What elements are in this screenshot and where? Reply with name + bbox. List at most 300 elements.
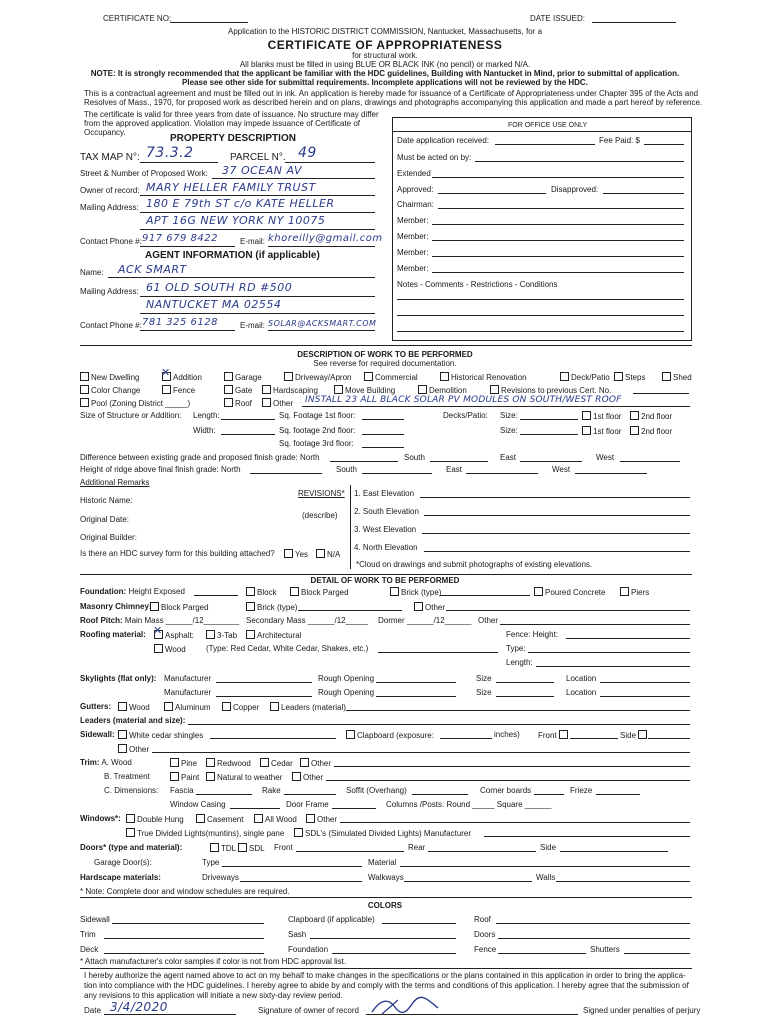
agent-phone-line — [140, 330, 235, 331]
wood-type-line[interactable] — [378, 652, 498, 653]
date-value[interactable]: 3/4/2020 — [110, 1000, 168, 1014]
chk-second-floor-1[interactable]: 2nd floor — [630, 411, 672, 422]
doors-label: Doors* (type and material): — [80, 843, 183, 852]
color-trim-label: Trim — [80, 930, 96, 939]
application-line: Application to the HISTORIC DISTRICT COMMISSION, Nantucket, Massachusetts, for a — [227, 27, 543, 36]
extended-label: Extended — [397, 169, 431, 178]
phone-value[interactable]: 917 679 8422 — [142, 233, 218, 244]
chk-trim-other[interactable]: Other — [300, 758, 331, 769]
clapboard-line[interactable] — [440, 738, 492, 739]
chk-sidewall-other[interactable]: Other — [118, 744, 149, 755]
corner-label: Corner boards — [480, 786, 532, 795]
ridge-south-line[interactable] — [362, 473, 432, 474]
property-heading: PROPERTY DESCRIPTION — [170, 133, 296, 144]
notes-line-1[interactable] — [397, 299, 684, 300]
chairman-label: Chairman: — [397, 200, 434, 209]
agent-name-line — [108, 277, 375, 278]
chk-roof-wood[interactable]: Wood — [154, 644, 186, 655]
mailing-line-1 — [140, 212, 375, 213]
agent-email-value[interactable]: SOLAR@ACKSMART.COM — [268, 319, 377, 328]
chk-block[interactable]: Block — [246, 587, 277, 598]
chk-asphalt[interactable]: ✕ Asphalt: — [154, 630, 194, 641]
chk-doors-tdl[interactable]: TDL — [210, 843, 236, 854]
chk-cedar[interactable]: Cedar — [260, 758, 293, 769]
disapproved-label: Disapproved: — [551, 185, 599, 194]
auth-line-2: tion into compliance with the HDC guidelines. I hereby agree to abide by and comply with the terms and conditions of this application. I hereby agree that the submission of — [84, 981, 689, 990]
chk-color-change[interactable]: Color Change — [80, 385, 140, 396]
gutters-label: Gutters: — [80, 702, 112, 711]
chk-historical[interactable]: Historical Renovation — [440, 372, 527, 383]
trim-label: Trim: — [80, 758, 100, 767]
height-exposed-label: Height Exposed — [128, 587, 185, 596]
manufacturer-line-2[interactable] — [216, 696, 312, 697]
notes-line-3[interactable] — [397, 331, 684, 332]
fence-length-line[interactable] — [536, 666, 690, 667]
chk-hardscaping[interactable]: Hardscaping — [262, 385, 318, 396]
chk-other[interactable]: Other — [262, 398, 293, 409]
fee-paid-line[interactable] — [644, 144, 684, 145]
agent-heading: AGENT INFORMATION (if applicable) — [145, 250, 320, 261]
other-value[interactable]: INSTALL 23 ALL BLACK SOLAR PV MODULES ON SOUTH/WEST ROOF — [305, 395, 622, 405]
leaders-size-label: Leaders (material and size): — [80, 716, 186, 725]
doors-side-line[interactable] — [560, 851, 668, 852]
color-clapboard-label: Clapboard (if applicable) — [288, 915, 375, 924]
ridge-north-line[interactable] — [250, 473, 322, 474]
soffit-label: Soffit (Overhang) — [346, 786, 407, 795]
contract-line-2: Resolves of Mass., 1970, for proposed work as described herein and on plans, drawings and photographs accompanying this application and made a part hereof by reference. — [84, 98, 703, 107]
owner-value[interactable]: MARY HELLER FAMILY TRUST — [146, 181, 316, 194]
masonry-label: Masonry Chimney: — [80, 602, 152, 611]
mailing-value-1[interactable]: 180 E 79th ST c/o KATE HELLER — [146, 197, 335, 210]
roof-pitch-label: Roof Pitch: — [80, 616, 123, 625]
survey-label: Is there an HDC survey form for this building attached? — [80, 549, 275, 558]
elevation-1: 1. East Elevation — [354, 489, 415, 498]
window-casing-line[interactable] — [230, 808, 280, 809]
length-label: Length: — [193, 411, 220, 420]
ridge-west-line[interactable] — [575, 473, 647, 474]
diff-south-line[interactable] — [430, 461, 488, 462]
chk-poured[interactable]: Poured Concrete — [534, 587, 605, 598]
windows-other-line[interactable] — [340, 822, 690, 823]
size-label: Size of Structure or Addition: — [80, 411, 182, 420]
color-doors-line[interactable] — [498, 938, 690, 939]
sq3-label: Sq. footage 3rd floor: — [279, 439, 354, 448]
color-shutters-line[interactable] — [624, 953, 690, 954]
ridge-west-label: West — [552, 465, 571, 474]
inches-label: inches) — [494, 730, 520, 739]
historic-name-label: Historic Name: — [80, 496, 133, 505]
chk-doors-sdl[interactable]: SDL — [238, 843, 265, 854]
acted-on-line[interactable] — [475, 161, 684, 162]
ridge-east-label: East — [446, 465, 463, 474]
owner-label: Owner of record: — [80, 186, 140, 195]
side-line[interactable] — [648, 738, 690, 739]
office-divider — [392, 131, 691, 132]
sq1-label: Sq. Footage 1st floor: — [279, 411, 356, 420]
garage-material-label: Material — [368, 858, 397, 867]
chk-white-cedar[interactable]: White cedar shingles — [118, 730, 203, 741]
auth-line-1: I hereby authorize the agent named above to act on my behalf to make changes in the specifications or the plans contained in this application in order to bring the applica- — [84, 971, 686, 980]
email-line — [268, 246, 375, 247]
approved-label: Approved: — [397, 185, 434, 194]
chk-driveway[interactable]: Driveway/Apron — [284, 372, 351, 383]
parcel-value[interactable]: 49 — [298, 145, 317, 161]
sky-size-label-1: Size — [476, 674, 492, 683]
manufacturer-label-1: Manufacturer — [164, 674, 212, 683]
height-exposed-line[interactable] — [194, 595, 238, 596]
frieze-line[interactable] — [596, 794, 640, 795]
valid-line-2: from the approved application. Violation may impede issuance of Certificate of — [84, 119, 361, 128]
elevation-4-line[interactable] — [424, 551, 690, 552]
doors-rear-label: Rear — [408, 843, 426, 852]
chk-survey-na[interactable]: N/A — [316, 549, 340, 560]
chk-pine[interactable]: Pine — [170, 758, 197, 769]
sky-location-line-2[interactable] — [600, 696, 690, 697]
diff-west-label: West — [596, 453, 615, 462]
fascia-label: Fascia — [170, 786, 194, 795]
agent-phone-value[interactable]: 781 325 6128 — [142, 317, 218, 328]
approved-line[interactable] — [438, 193, 546, 194]
agent-mailing-label: Mailing Address: — [80, 287, 139, 296]
chk-gate[interactable]: Gate — [224, 385, 252, 396]
chk-leaders-material[interactable]: Leaders (material) — [270, 702, 346, 713]
deck-size-label-2: Size: — [500, 426, 518, 435]
mailing-label: Mailing Address: — [80, 203, 139, 212]
chk-block-parged[interactable]: Block Parged — [290, 587, 349, 598]
door-frame-line[interactable] — [332, 808, 376, 809]
color-doors-label: Doors — [474, 930, 496, 939]
masonry-brick-line[interactable] — [298, 610, 402, 611]
chk-survey-yes[interactable]: Yes — [284, 549, 308, 560]
schedules-note: * Note: Complete door and window schedules are required. — [80, 887, 290, 896]
contract-line-1: This is a contractual agreement and must be filled out in ink. An application is hereby made for issuance of a Certificate of Appropriateness under Chapter 395 of the Acts and — [84, 89, 699, 98]
walkways-label: Walkways — [368, 873, 404, 882]
date-issued-label: DATE ISSUED: — [530, 14, 585, 23]
color-deck-line[interactable] — [104, 953, 264, 954]
color-roof-label: Roof — [474, 915, 491, 924]
dormer[interactable]: Dormer ______/12______ — [378, 616, 472, 625]
sq1-line[interactable] — [362, 419, 404, 420]
chk-fence[interactable]: Fence — [162, 385, 195, 396]
sky-size-line-2[interactable] — [496, 696, 554, 697]
chk-windows-other[interactable]: Other — [306, 814, 337, 825]
chk-move-building[interactable]: Move Building — [334, 385, 395, 396]
chk-masonry-brick[interactable]: Brick (type) — [246, 602, 297, 613]
chk-3tab[interactable]: 3-Tab — [206, 630, 237, 641]
fence-type-label: Type: — [506, 644, 526, 653]
color-attach-note: * Attach manufacturer's color samples if color is not from HDC approval list. — [80, 957, 347, 966]
chk-brick-type[interactable]: Brick (type) — [390, 587, 441, 598]
tax-map-label: TAX MAP N°: — [80, 152, 140, 163]
elevation-2-line[interactable] — [424, 515, 690, 516]
columns-label[interactable]: Columns /Posts: Round _____ Square ______ — [386, 800, 552, 809]
sky-size-line-1[interactable] — [496, 682, 554, 683]
chk-first-floor-1[interactable]: 1st floor — [582, 411, 621, 422]
rake-line[interactable] — [284, 794, 336, 795]
sky-location-line-1[interactable] — [600, 682, 690, 683]
wood-type-label: (Type: Red Cedar, White Cedar, Shakes, etc.) — [206, 644, 369, 653]
chk-paint[interactable]: Paint — [170, 772, 199, 783]
rough-opening-line-2[interactable] — [376, 696, 456, 697]
color-clapboard-line[interactable] — [382, 923, 456, 924]
elevation-1-line[interactable] — [420, 497, 690, 498]
chk-first-floor-2[interactable]: 1st floor — [582, 426, 621, 437]
chk-piers[interactable]: Piers — [620, 587, 649, 598]
rough-opening-label-1: Rough Opening — [318, 674, 375, 683]
trim-other-line[interactable] — [334, 766, 690, 767]
doors-rear-line[interactable] — [428, 851, 536, 852]
fence-length-label: Length: — [506, 658, 533, 667]
chk-garage[interactable]: Garage — [224, 372, 262, 383]
elevation-3-line[interactable] — [422, 533, 690, 534]
office-heading: FOR OFFICE USE ONLY — [508, 122, 588, 129]
door-frame-label: Door Frame — [286, 800, 329, 809]
chk-demolition[interactable]: Demolition — [418, 385, 467, 396]
chk-gutters-aluminum[interactable]: Aluminum — [164, 702, 211, 713]
diff-grade-label: Difference between existing grade and proposed finish grade: North — [80, 453, 320, 462]
driveways-line[interactable] — [240, 881, 362, 882]
width-line[interactable] — [221, 434, 275, 435]
chairman-line[interactable] — [438, 208, 684, 209]
leaders-size-line[interactable] — [188, 724, 690, 725]
chk-redwood[interactable]: Redwood — [206, 758, 251, 769]
notes-line-2[interactable] — [397, 315, 684, 316]
member-label-4: Member: — [397, 264, 429, 273]
fascia-line[interactable] — [196, 794, 252, 795]
street-line — [212, 178, 375, 179]
color-trim-line[interactable] — [104, 938, 264, 939]
front-line[interactable] — [570, 738, 618, 739]
chk-architectural[interactable]: Architectural — [246, 630, 301, 641]
valid-line-1: The certificate is valid for three years from date of issuance. No structure may differ — [84, 110, 379, 119]
chk-tdl-windows[interactable]: True Divided Lights(muntins), single pane — [126, 828, 284, 839]
chk-gutters-copper[interactable]: Copper — [222, 702, 259, 713]
chk-masonry-other[interactable]: Other — [414, 602, 445, 613]
fence-type-line[interactable] — [528, 652, 690, 653]
chk-sdl-windows[interactable]: SDL's (Simulated Divided Lights) Manufacturer — [294, 828, 471, 839]
agent-mailing-value-1[interactable]: 61 OLD SOUTH RD #500 — [146, 281, 293, 294]
date-line — [104, 1014, 236, 1015]
trim-b-label: B. Treatment — [104, 772, 150, 781]
additional-remarks: Additional Remarks — [80, 478, 150, 487]
sdl-manufacturer-line[interactable] — [484, 836, 690, 837]
mailing-value-2[interactable]: APT 16G NEW YORK NY 10075 — [146, 214, 326, 227]
chk-all-wood[interactable]: All Wood — [254, 814, 297, 825]
valid-line-3: Occupancy. — [84, 128, 126, 137]
hardscape-label: Hardscape materials: — [80, 873, 161, 882]
width-label: Width: — [193, 426, 216, 435]
walls-line[interactable] — [556, 881, 690, 882]
length-line[interactable] — [221, 419, 275, 420]
rough-opening-line-1[interactable] — [376, 682, 456, 683]
extended-line[interactable] — [432, 177, 684, 178]
agent-mailing-line-2 — [140, 313, 375, 314]
work-heading: DESCRIPTION OF WORK TO BE PERFORMED — [297, 350, 473, 359]
member-line-1[interactable] — [432, 224, 684, 225]
chk-deck[interactable]: Deck/Patio — [560, 372, 610, 383]
office-use-box — [392, 117, 692, 341]
manufacturer-line-1[interactable] — [216, 682, 312, 683]
garage-type-line[interactable] — [222, 866, 362, 867]
chk-masonry-block-parged[interactable]: Block Parged — [150, 602, 209, 613]
acted-on-label: Must be acted on by: — [397, 153, 472, 162]
doors-front-line[interactable] — [296, 851, 404, 852]
revisions-label: REVISIONS* — [298, 489, 345, 498]
chk-second-floor-2[interactable]: 2nd floor — [630, 426, 672, 437]
decks-label: Decks/Patio: — [443, 411, 488, 420]
member-line-4[interactable] — [432, 272, 684, 273]
chk-addition[interactable]: ✕ Addition — [162, 372, 202, 383]
signature-label: Signature of owner of record — [258, 1006, 359, 1015]
chk-front[interactable]: Front — [538, 730, 570, 741]
doors-front-label: Front — [274, 843, 293, 852]
tax-map-line — [140, 162, 218, 163]
ridge-east-line[interactable] — [466, 473, 538, 474]
mailing-line-2 — [140, 229, 375, 230]
member-label-2: Member: — [397, 232, 429, 241]
colors-divider — [80, 897, 692, 898]
color-sash-line[interactable] — [310, 938, 456, 939]
email-value[interactable]: khoreilly@gmail.com — [268, 233, 383, 244]
date-label: Date — [84, 1006, 101, 1015]
walkways-line[interactable] — [404, 881, 532, 882]
chk-treatment-other[interactable]: Other — [292, 772, 323, 783]
color-fence-label: Fence — [474, 945, 497, 954]
chk-revisions-prev[interactable]: Revisions to previous Cert. No. — [490, 385, 611, 396]
sq2-label: Sq. footage 2nd floor: — [279, 426, 356, 435]
signature-mark — [368, 994, 448, 1018]
roof-pitch-other-label: Other — [478, 616, 499, 625]
note-2: Please see other side for submittal requirements. Incomplete applications will not be reviewed by the HDC. — [182, 78, 588, 87]
agent-mailing-line-1 — [140, 296, 375, 297]
rough-opening-label-2: Rough Opening — [318, 688, 375, 697]
diff-east-line[interactable] — [520, 461, 582, 462]
agent-email-line — [268, 330, 375, 331]
chk-shed[interactable]: Shed — [662, 372, 692, 383]
date-received-line[interactable] — [495, 144, 595, 145]
page-title: CERTIFICATE OF APPROPRIATENESS — [267, 38, 503, 52]
subtitle: for structural work. — [352, 51, 418, 60]
phone-line — [140, 246, 235, 247]
perjury-label: Signed under penalties of perjury — [583, 1006, 701, 1015]
chk-gutters-wood[interactable]: Wood — [118, 702, 150, 713]
chk-clapboard[interactable]: Clapboard (exposure: — [346, 730, 434, 741]
chk-natural[interactable]: Natural to weather — [206, 772, 282, 783]
driveways-label: Driveways — [202, 873, 239, 882]
color-foundation-line[interactable] — [332, 953, 456, 954]
trim-a-label: A. Wood — [101, 758, 132, 767]
agent-name-value[interactable]: ACK SMART — [118, 263, 187, 276]
fence-height-line[interactable] — [566, 638, 690, 639]
diff-east-label: East — [500, 453, 517, 462]
work-divider — [80, 345, 692, 346]
member-line-2[interactable] — [432, 240, 684, 241]
sq2-line[interactable] — [362, 434, 404, 435]
detail-heading: DETAIL OF WORK TO BE PERFORMED — [310, 576, 460, 585]
deck-size-label-1: Size: — [500, 411, 518, 420]
treatment-other-line[interactable] — [326, 780, 690, 781]
manufacturer-label-2: Manufacturer — [164, 688, 212, 697]
chk-pool[interactable]: Pool (Zoning District _____) — [80, 398, 190, 409]
note-1: NOTE: It is strongly recommended that the applicant be familiar with the HDC guidelines, Building with Nantucket in Mind, prior to submittal of application. — [90, 69, 680, 78]
deck-size-line-1[interactable] — [520, 419, 578, 420]
masonry-other-line[interactable] — [446, 610, 690, 611]
member-label-3: Member: — [397, 248, 429, 257]
deck-size-line-2[interactable] — [520, 434, 578, 435]
member-line-3[interactable] — [432, 256, 684, 257]
original-date-label: Original Date: — [80, 515, 129, 524]
foundation-label: Foundation: — [80, 587, 127, 596]
color-sidewall-label: Sidewall — [80, 915, 110, 924]
fee-paid-label: Fee Paid: $ — [599, 136, 640, 145]
corner-line[interactable] — [534, 794, 564, 795]
describe-label: (describe) — [302, 511, 338, 520]
cert-no-line[interactable] — [170, 22, 248, 23]
elevation-3: 3. West Elevation — [354, 525, 417, 534]
chk-commercial[interactable]: Commercial — [364, 372, 418, 383]
member-label-1: Member: — [397, 216, 429, 225]
window-casing-label: Window Casing — [170, 800, 226, 809]
revisions-prev-line[interactable] — [633, 393, 689, 394]
cert-no-label: CERTIFICATE NO: — [103, 14, 172, 23]
parcel-label: PARCEL N°. — [230, 152, 286, 163]
garage-material-line[interactable] — [400, 866, 690, 867]
sidewall-other-line[interactable] — [152, 752, 690, 753]
sq3-line[interactable] — [362, 447, 404, 448]
cloud-note: *Cloud on drawings and submit photographs of existing elevations. — [356, 560, 593, 569]
soffit-line[interactable] — [412, 794, 468, 795]
main-mass[interactable]: Main Mass ______/12________ — [124, 616, 240, 625]
original-builder-label: Original Builder: — [80, 533, 137, 542]
agent-mailing-value-2[interactable]: NANTUCKET MA 02554 — [146, 298, 282, 311]
disapproved-line[interactable] — [603, 193, 684, 194]
agent-phone-label: Contact Phone #: — [80, 321, 142, 330]
chk-casement[interactable]: Casement — [196, 814, 243, 825]
rake-label: Rake — [262, 786, 281, 795]
diff-west-line[interactable] — [620, 461, 680, 462]
other-line — [302, 406, 690, 407]
date-issued-line[interactable] — [592, 22, 676, 23]
agent-name-label: Name: — [80, 268, 104, 277]
chk-roof[interactable]: Roof — [224, 398, 252, 409]
roof-pitch-other-line[interactable] — [500, 624, 690, 625]
secondary-mass[interactable]: Secondary Mass ______/12_____ — [246, 616, 368, 625]
elevation-4: 4. North Elevation — [354, 543, 418, 552]
chk-side[interactable]: Side — [620, 730, 649, 741]
doors-side-label: Side — [540, 843, 557, 852]
brick-type-line[interactable] — [440, 595, 530, 596]
tax-map-value[interactable]: 73.3.2 — [146, 145, 194, 161]
owner-line — [140, 195, 375, 196]
diff-north-line[interactable] — [330, 461, 398, 462]
street-value[interactable]: 37 OCEAN AV — [222, 164, 303, 177]
color-sidewall-line[interactable] — [112, 923, 264, 924]
garage-doors-label: Garage Door(s): — [94, 858, 152, 867]
elevation-2: 2. South Elevation — [354, 507, 419, 516]
parcel-line — [285, 162, 375, 163]
chk-new-dwelling[interactable]: New Dwelling — [80, 372, 139, 383]
color-roof-line[interactable] — [496, 923, 690, 924]
sky-location-label-2: Location — [566, 688, 597, 697]
chk-double-hung[interactable]: Double Hung — [126, 814, 184, 825]
white-cedar-line[interactable] — [210, 738, 336, 739]
leaders-material-line[interactable] — [346, 710, 690, 711]
chk-steps[interactable]: Steps — [614, 372, 645, 383]
frieze-label: Frieze — [570, 786, 593, 795]
sky-location-label-1: Location — [566, 674, 597, 683]
color-fence-line[interactable] — [498, 953, 586, 954]
ink-note: All blanks must be filled in using BLUE OR BLACK INK (no pencil) or marked N/A. — [239, 60, 531, 69]
